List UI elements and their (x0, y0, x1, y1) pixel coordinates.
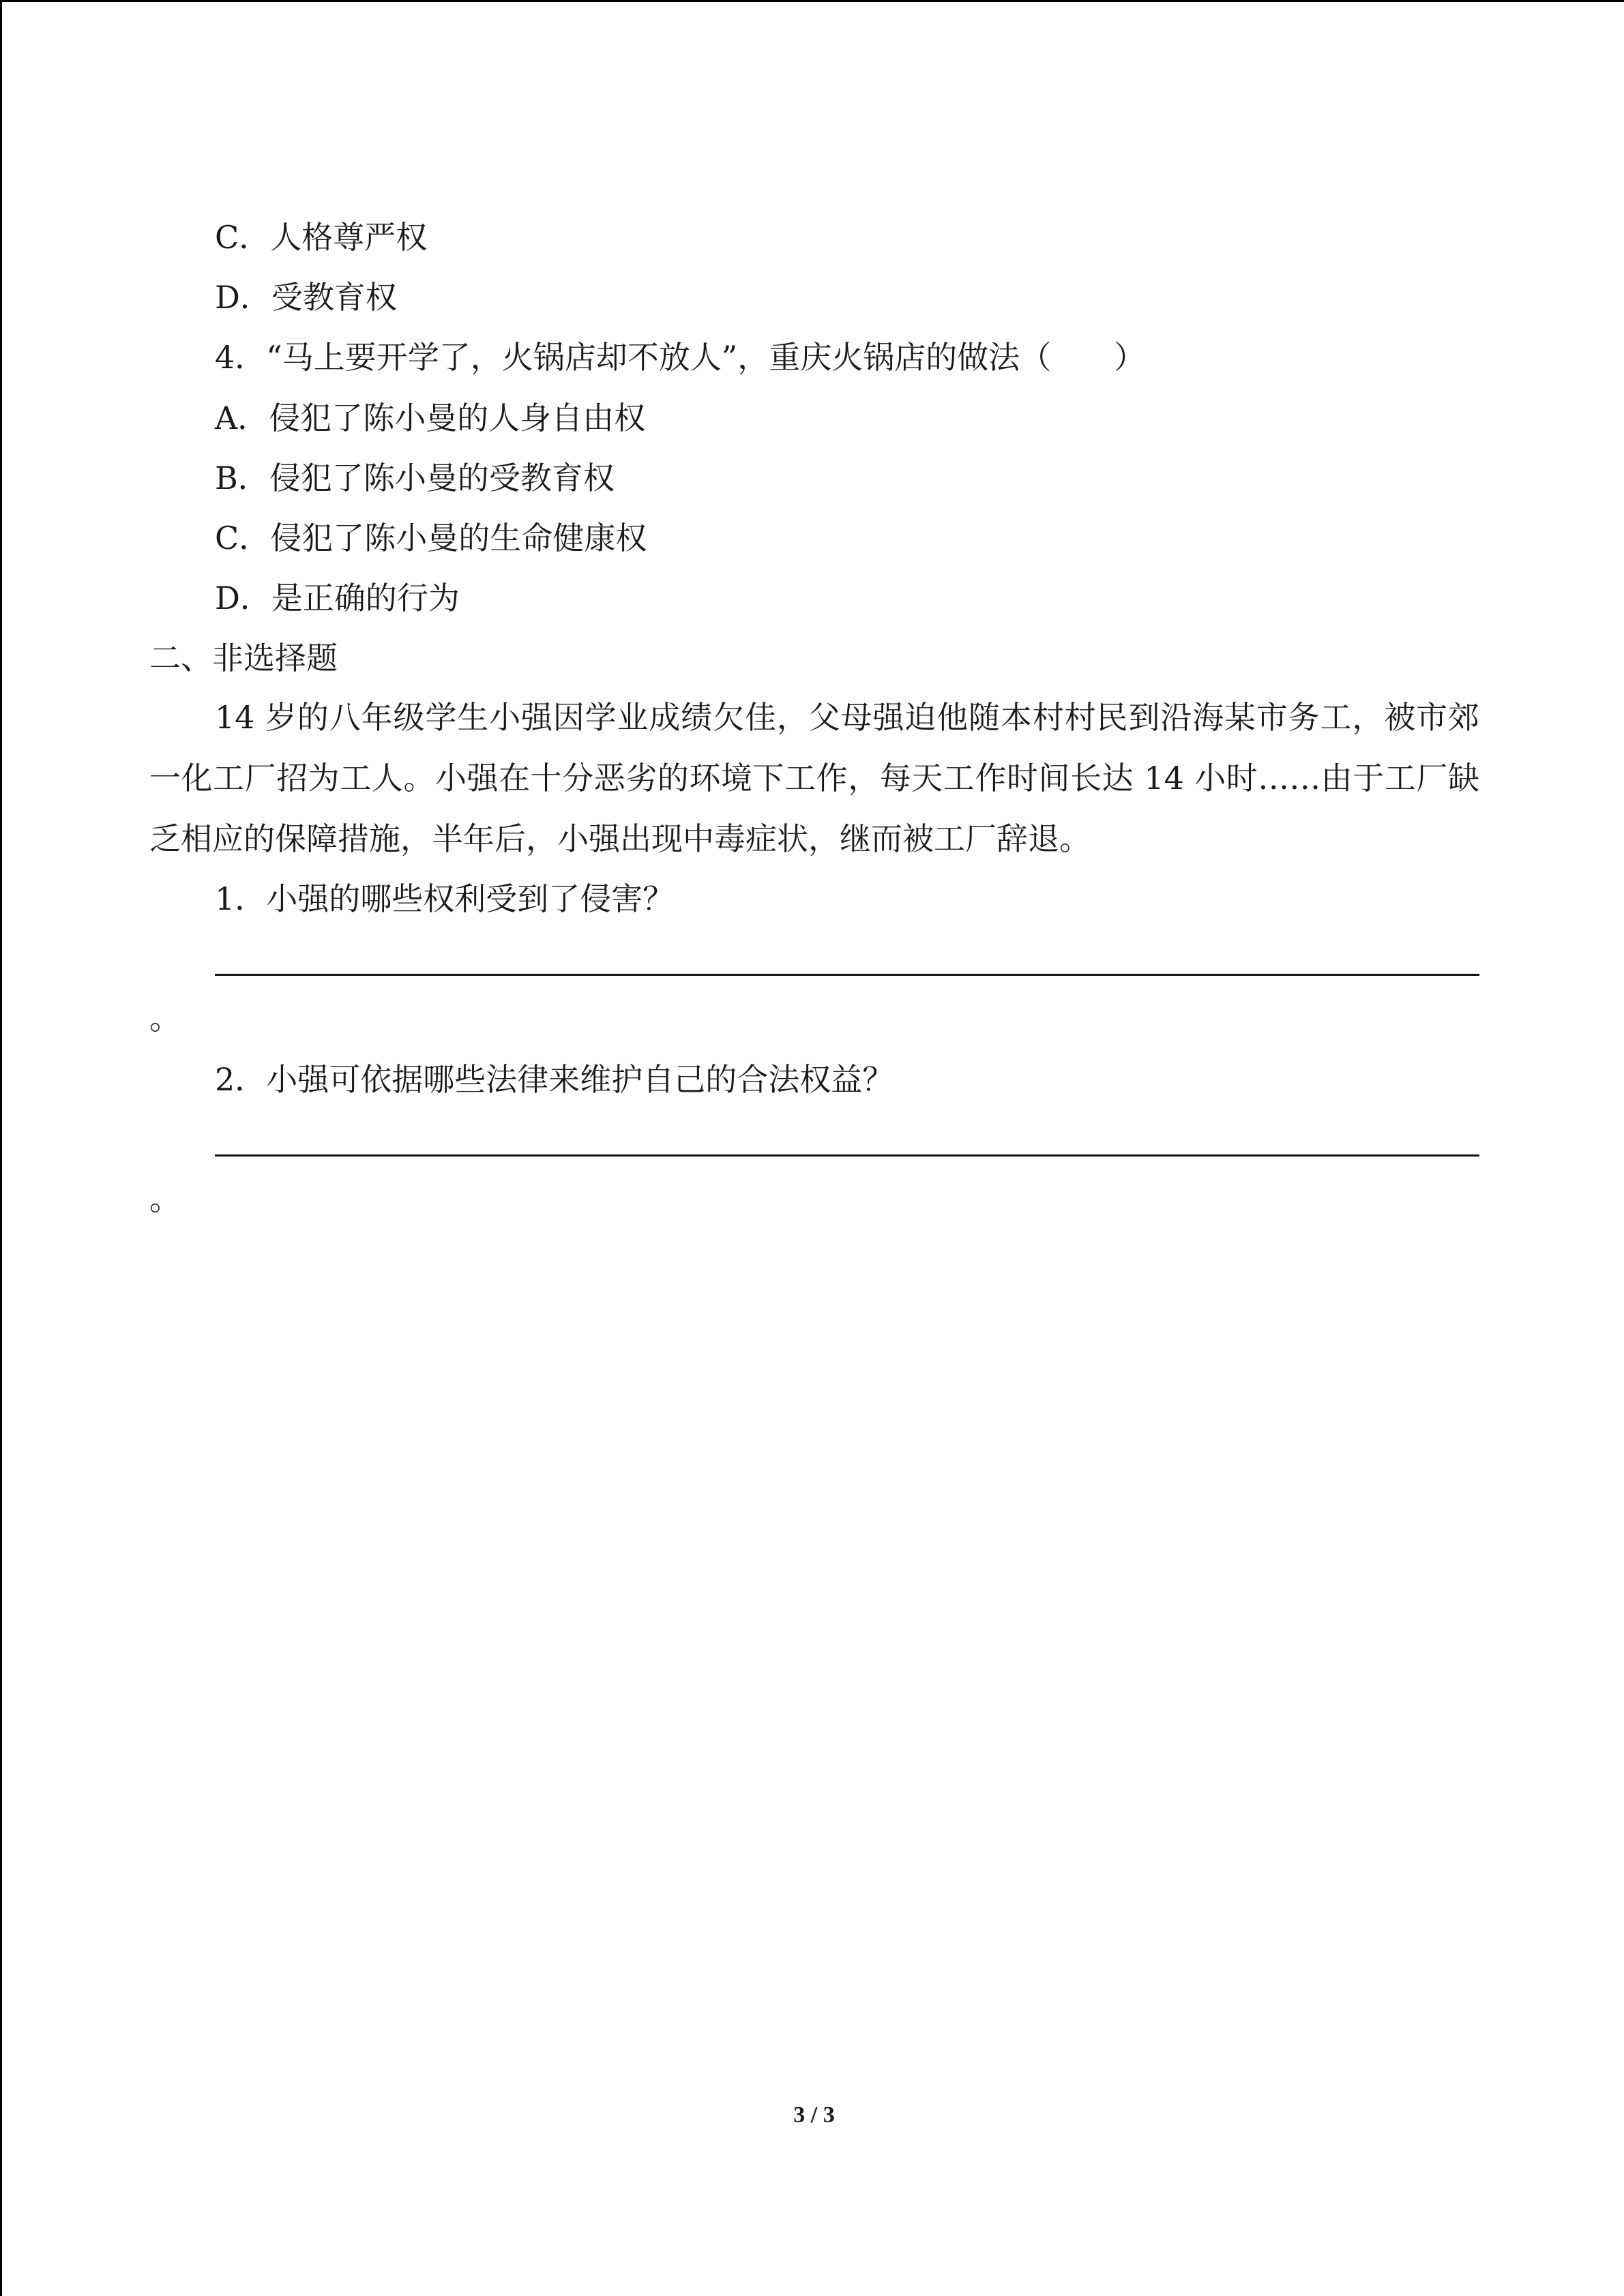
answer-line-2[interactable] (215, 1154, 1479, 1157)
option-q4-b (215, 458, 615, 498)
answer-line-1[interactable] (215, 974, 1479, 976)
option-letter: B． (215, 460, 269, 496)
option-q4-d (215, 578, 460, 618)
option-letter: C． (215, 520, 271, 556)
case-passage: 14 岁的八年级学生小强因学业成绩欠佳，父母强迫他随本村村民到沿海某市务工，被市郊一化工厂招为工人。小强在十分恶劣的环境下工作，每天工作时间长达 14 小时……由于工厂缺乏相应的保障措施，半年后，小强出现中毒症状，继而被工厂辞退。 (149, 699, 1479, 857)
option-text: 人格尊严权 (270, 219, 428, 256)
option-text: 受教育权 (271, 279, 397, 316)
option-letter: D． (215, 580, 271, 616)
option-q3-c (215, 217, 427, 258)
option-letter: C． (215, 219, 271, 256)
option-letter: D． (215, 279, 271, 316)
question-4-stem: 4．“马上要开学了，火锅店却不放人”，重庆火锅店的做法（ ） (215, 339, 1146, 376)
option-text: 侵犯了陈小曼的生命健康权 (270, 520, 647, 556)
answer-end-mark: 。 (149, 1180, 181, 1217)
page-number: 3 / 3 (793, 2102, 835, 2128)
question-2: 2．小强可依据哪些法律来维护自己的合法权益？ (215, 1061, 894, 1098)
question-1: 1．小强的哪些权利受到了侵害？ (215, 880, 675, 917)
option-q4-c (215, 518, 647, 558)
option-q3-d (215, 277, 397, 318)
option-text: 侵犯了陈小曼的人身自由权 (269, 400, 646, 436)
option-text: 侵犯了陈小曼的受教育权 (269, 460, 615, 496)
section-heading: 二、非选择题 (149, 640, 338, 676)
option-letter: A． (215, 400, 269, 436)
option-q4-a (215, 398, 645, 438)
answer-end-mark: 。 (149, 1000, 181, 1037)
option-text: 是正确的行为 (271, 580, 460, 616)
